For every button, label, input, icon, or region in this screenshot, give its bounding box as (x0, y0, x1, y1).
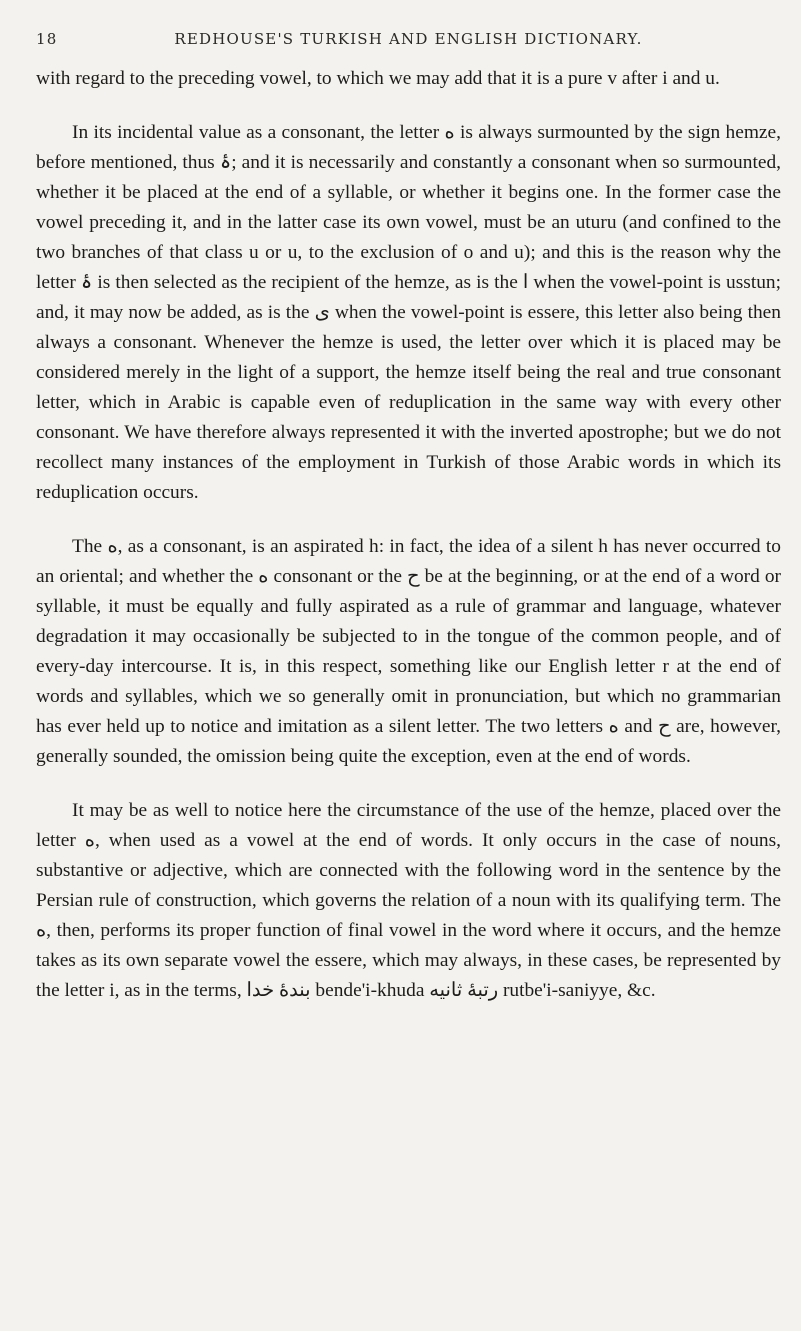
paragraph-aspirated-h: The ه, as a consonant, is an aspirated h: in fact, the idea of a silent h has never occurred to an oriental; and whether the ه consonant or the ح be at the beginning, or at the end of a word or syllable, it must be equally and fully aspirated as a rule of grammar and language, whatever degradation it may occasionally be subjected to in the tongue of the common people, and of every-day intercourse. It is, in this respect, something like our English letter r at the end of words and syllables, which we so generally omit in pronunciation, but which no grammarian has ever held up to notice and imitation as a silent letter. The two letters ه and ح are, however, generally sounded, the omission being quite the exception, even at the end of words. (36, 536, 782, 767)
paragraph-hemze-vowel: It may be as well to notice here the circumstance of the use of the hemze, placed over the letter ه, when used as a vowel at the end of words. It only occurs in the case of nouns, substantive or adjective, which are connected with the following word in the sentence by the Persian rule of construction, which governs the relation of a noun with its qualifying term. The ه, then, performs its proper function of final vowel in the word where it occurs, and the hemze takes as its own separate vowel the essere, which may always, in these cases, be represented by the letter i, as in the terms, بندۀ خدا bende'i-khuda رتبۀ ثانیه rutbe'i-saniyye, &c. (36, 800, 781, 1001)
body-text (36, 64, 781, 1030)
running-head (36, 30, 781, 52)
paragraph-continuation: with regard to the preceding vowel, to which we may add that it is a pure v after i and u. (36, 68, 720, 89)
paragraph-hemze: In its incidental value as a consonant, the letter ه is always surmounted by the sign hemze, before mentioned, thus ۀ; and it is necessarily and constantly a consonant when so surmounted, whether it be placed at the end of a syllable, or whether it begins one. In the former case the vowel preceding it, and in the latter case its own vowel, must be an uturu (and confined to the two branches of that class u or u, to the exclusion of o and u); and this is the reason why the letter ۀ is then selected as the recipient of the hemze, as is the ا when the vowel-point is usstun; and, it may now be added, as is the ی when the vowel-point is essere, this letter also being then always a consonant. Whenever the hemze is used, the letter over which it is placed may be considered merely in the light of a support, the hemze itself being the real and true consonant letter, which in Arabic is capable even of reduplication in the same way with every other consonant. We have therefore always represented it with the inverted apostrophe; but we do not recollect many instances of the employment in Turkish of those Arabic words in which its reduplication occurs. (36, 122, 781, 503)
page-number: 18 (36, 30, 58, 48)
running-title: REDHOUSE'S TURKISH AND ENGLISH DICTIONARY. (174, 30, 643, 48)
